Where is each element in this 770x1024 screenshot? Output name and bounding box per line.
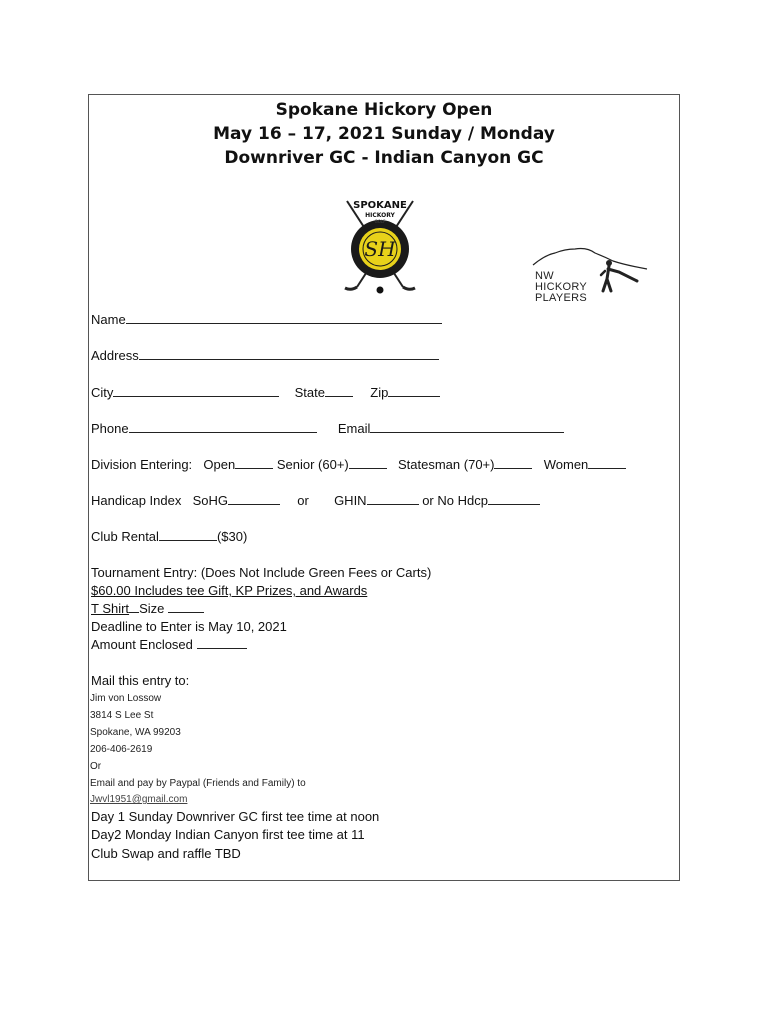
handicap-row — [91, 493, 540, 508]
event-courses: Downriver GC - Indian Canyon GC — [224, 148, 544, 168]
tshirt-size-field[interactable] — [168, 601, 204, 613]
mail-city: Spokane, WA 99203 — [90, 727, 181, 738]
mail-street: 3814 S Lee St — [90, 710, 154, 721]
handicap-nohdcp-label: or No Hdcp — [422, 493, 488, 508]
division-senior-label: Senior (60+) — [276, 457, 349, 472]
state-field[interactable] — [325, 385, 353, 397]
handicap-label: Handicap Index — [91, 493, 182, 508]
spokane-logo-monogram: SH — [364, 237, 396, 261]
division-open-label: Open — [203, 457, 236, 472]
name-field[interactable] — [126, 312, 442, 324]
amount-enclosed-row — [91, 637, 247, 652]
division-women-label: Women — [543, 457, 589, 472]
phone-field[interactable] — [129, 421, 317, 433]
tshirt-row — [91, 601, 204, 616]
email-label: Email — [337, 421, 371, 436]
address-label: Address — [91, 348, 139, 363]
handicap-sohg-field[interactable] — [228, 493, 280, 505]
club-rental-label: Club Rental — [91, 529, 159, 544]
tshirt-size-label: Size — [139, 601, 165, 616]
mail-heading: Mail this entry to: — [91, 673, 190, 688]
mail-paypal-note: Email and pay by Paypal (Friends and Family) to — [90, 778, 306, 789]
amount-enclosed-field[interactable] — [197, 637, 247, 649]
division-open-field[interactable] — [235, 457, 273, 469]
phone-row — [91, 421, 564, 436]
nw-logo-line1: NW — [535, 270, 554, 282]
name-label: Name — [91, 312, 126, 327]
nw-logo-line2: HICKORY — [535, 281, 588, 293]
club-rental-row — [91, 529, 247, 544]
address-field[interactable] — [139, 348, 439, 360]
tournament-entry-note: Tournament Entry: (Does Not Include Green Fees or Carts) — [91, 565, 432, 580]
tshirt-label: T Shirt — [91, 601, 130, 616]
city-field[interactable] — [113, 385, 279, 397]
schedule-day1: Day 1 Sunday Downriver GC first tee time at noon — [91, 809, 380, 824]
zip-label: Zip — [370, 385, 389, 400]
address-row — [91, 348, 439, 363]
spokane-logo-golf: GOLF — [374, 219, 386, 224]
handicap-nohdcp-field[interactable] — [488, 493, 540, 505]
mail-email-link[interactable]: Jwvl1951@gmail.com — [90, 794, 188, 805]
mail-or: Or — [90, 761, 102, 772]
division-women-field[interactable] — [588, 457, 626, 469]
club-rental-price: ($30) — [216, 529, 248, 544]
division-row — [91, 457, 626, 472]
spokane-logo-word: SPOKANE — [353, 200, 407, 211]
deadline-text: Deadline to Enter is May 10, 2021 — [91, 619, 287, 634]
division-statesman-field[interactable] — [494, 457, 532, 469]
division-senior-field[interactable] — [349, 457, 387, 469]
mail-phone: 206-406-2619 — [90, 744, 153, 755]
zip-field[interactable] — [388, 385, 440, 397]
name-row — [91, 312, 442, 327]
entry-fee-line: $60.00 Includes tee Gift, KP Prizes, and Awards — [91, 583, 368, 598]
city-row — [91, 385, 440, 400]
event-title: Spokane Hickory Open — [275, 100, 493, 120]
amount-enclosed-label: Amount Enclosed — [91, 637, 193, 652]
club-rental-field[interactable] — [159, 529, 217, 541]
spokane-logo-hickory: HICKORY — [365, 212, 395, 219]
nw-logo-line3: PLAYERS — [535, 292, 588, 304]
mail-name: Jim von Lossow — [90, 693, 162, 704]
state-label: State — [294, 385, 325, 400]
schedule-day2: Day2 Monday Indian Canyon first tee time at 11 — [91, 827, 365, 842]
division-label: Division Entering: — [91, 457, 193, 472]
email-field[interactable] — [370, 421, 564, 433]
handicap-or-label: or — [297, 493, 309, 508]
division-statesman-label: Statesman (70+) — [398, 457, 495, 472]
phone-label: Phone — [91, 421, 129, 436]
handicap-ghin-field[interactable] — [367, 493, 419, 505]
city-label: City — [91, 385, 114, 400]
schedule-club-swap: Club Swap and raffle TBD — [91, 846, 241, 861]
entry-form-frame — [88, 94, 680, 881]
spokane-hickory-golf-logo-icon — [339, 193, 421, 297]
handicap-ghin-label: GHIN — [334, 493, 367, 508]
event-dates: May 16 – 17, 2021 Sunday / Monday — [213, 124, 555, 144]
handicap-sohg-label: SoHG — [192, 493, 228, 508]
